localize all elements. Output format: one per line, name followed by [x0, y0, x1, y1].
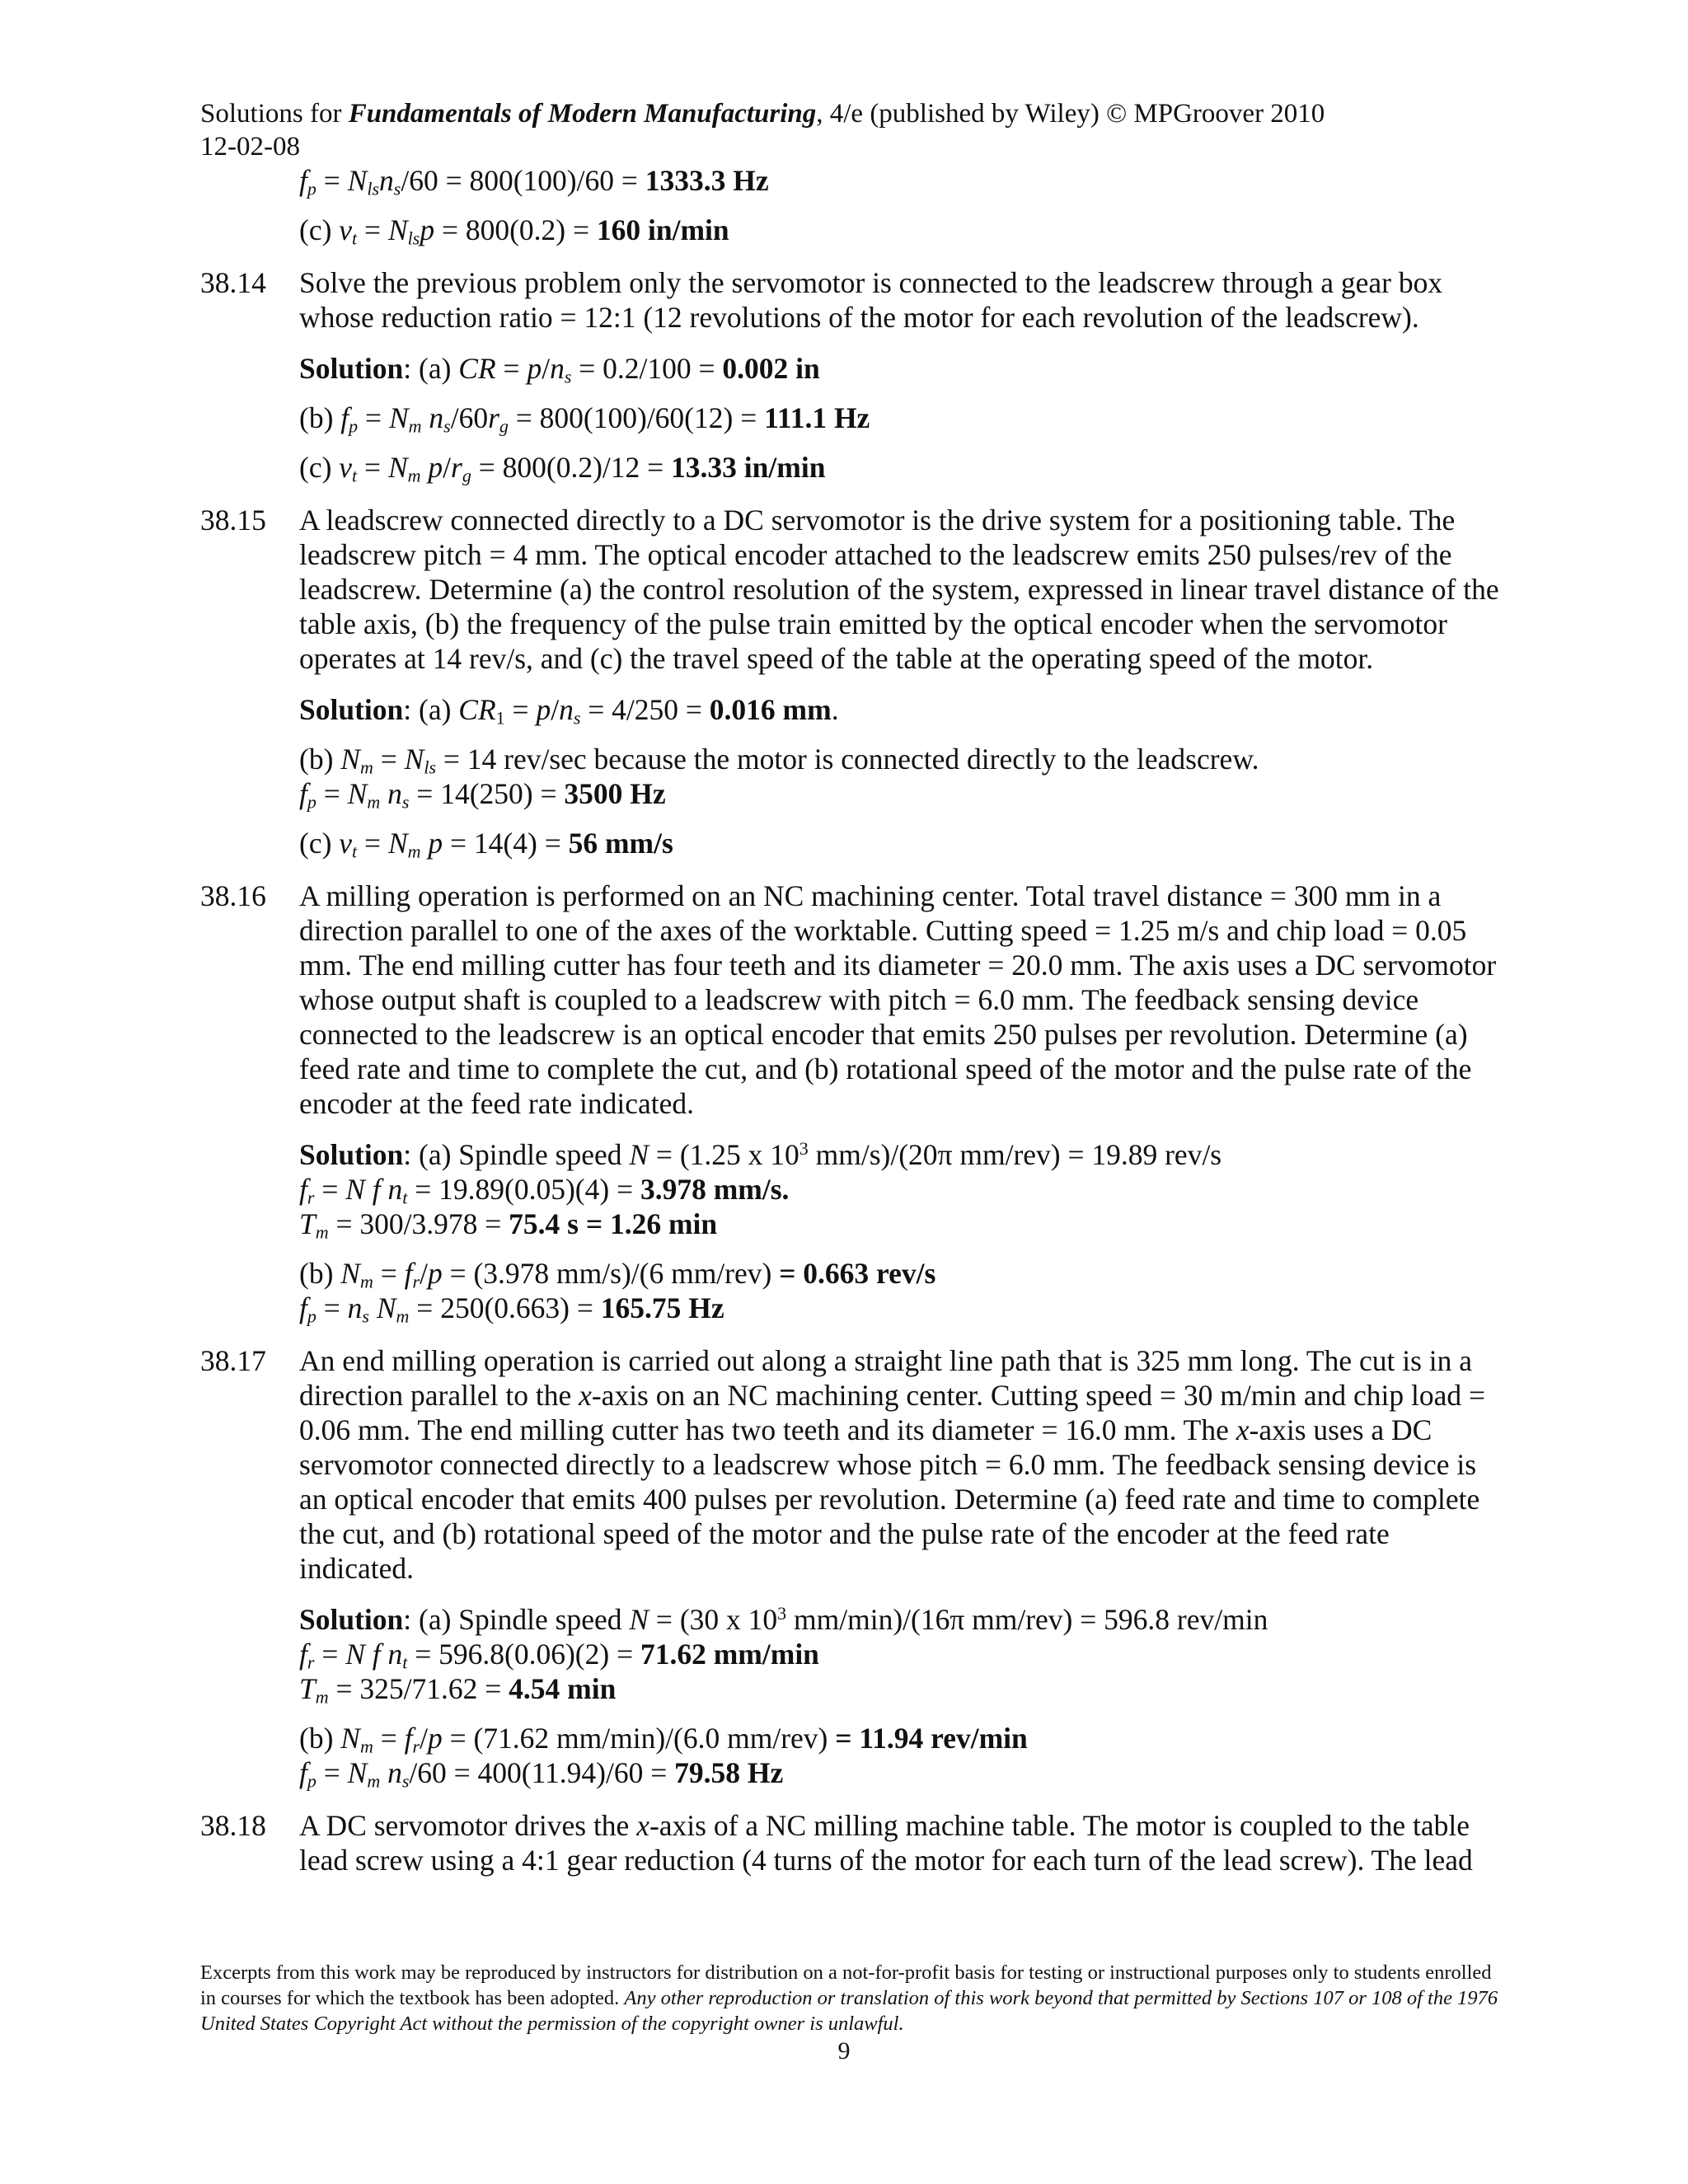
solution-line-tm: $T_m = 325/71.62 = 4.54$ min — [299, 1672, 617, 1708]
page-content — [200, 163, 1503, 1877]
solution-line-b: (b) $f_p = N_m$ $n_s/60r_g = 800(100)/60(12) = 111.1$ Hz — [299, 401, 870, 437]
solution-line-b: (b) $N_m = N_{ls} = 14$ rev/sec because the motor is connected directly to the leadscrew. — [299, 743, 1259, 778]
problem-text: A milling operation is performed on an NC machining center. Total travel distance = 300 mm in a direction parallel to one of the axes of the worktable. Cutting speed = 1.25 m/s and chip load = 0.05 mm. The end milling cutter has four teeth and its diameter = 20.0 mm. The axis uses a DC servomotor whose output shaft is coupled to a leadscrew with pitch = 6.0 mm. The feedback sensing device connected to the leadscrew is an optical encoder that emits 250 pulses per revolution. Determine (a) feed rate and time to complete the cut, and (b) rotational speed of the motor and the pulse rate of the encoder at the feed rate indicated. — [299, 879, 1497, 1120]
solution-line-a: Solution: (a) CR = $p/n_s = 0.2/100 = 0.002$ in — [299, 352, 820, 387]
header-suffix: , 4/e (published by Wiley) © MPGroover 2010 — [816, 99, 1325, 129]
carry-vt-result: 160 in/min — [596, 213, 729, 246]
problem-38-16 — [200, 879, 1503, 1121]
problem-text: A leadscrew connected directly to a DC servomotor is the drive system for a positioning table. The leadscrew pitch = 4 mm. The optical encoder attached to the leadscrew emits 250 pulses/rev of the leadscrew. Determine (a) the control resolution of the system, expressed in linear travel distance of the table axis, (b) the frequency of the pulse train emitted by the optical encoder when the servomotor operates at 14 rev/s, and (c) the travel speed of the table at the operating speed of the motor. — [299, 504, 1499, 675]
result-fp: 165.75 Hz — [600, 1291, 724, 1324]
solution-line-tm: $T_m = 300/3.978 = 75.4$ s = 1.26 min — [299, 1207, 718, 1243]
solution-label: Solution — [299, 1138, 404, 1171]
problem-number: 38.14 — [200, 266, 266, 299]
result-fr: 71.62 mm/min — [640, 1638, 819, 1671]
solution-line-nm: (b) $N_m = f_r/p = (71.62$ mm/min)/(6.0 mm/rev) = 11.94 rev/min — [299, 1722, 1028, 1757]
page-number: 9 — [837, 2037, 851, 2064]
carry-fp-result: 1333.3 Hz — [645, 164, 769, 197]
result-b: 3500 Hz — [564, 777, 666, 810]
problem-number: 38.15 — [200, 504, 266, 537]
result-fp: 79.58 Hz — [674, 1756, 784, 1789]
solution-label: Solution — [299, 1603, 404, 1636]
result-fr: 3.978 mm/s. — [640, 1173, 790, 1206]
result-nm: = 0.663 rev/s — [779, 1257, 936, 1290]
result-c: 13.33 in/min — [671, 451, 826, 484]
footer-italic: Any other reproduction or translation of this work beyond that permitted by Sections 107 or 108 of the 1976 United States Copyright Act without the permission of the copyright owner is unlawful. — [200, 1987, 1498, 2035]
solution-line-fp: $f_p = N_m$ $n_s/60 = 400(11.94)/60 = 79.58$ Hz — [299, 1756, 784, 1792]
problem-number: 38.16 — [200, 879, 266, 912]
result-nm: = 11.94 rev/min — [835, 1722, 1028, 1755]
copyright-footer — [200, 1960, 1503, 2036]
solution-line-fr: $f_r = N$ f $n_t = 19.89(0.05)(4) = 3.978$ mm/s. — [299, 1173, 790, 1208]
solution-38-17 — [200, 1602, 1503, 1790]
solution-line-fp: $f_p = N_m$ $n_s = 14(250) = 3500$ Hz — [299, 777, 666, 813]
solution-line-c: (c) $v_t = N_m$ $p/r_g = 800(0.2)/12 = 13.33$ in/min — [299, 451, 826, 486]
book-title: Fundamentals of Modern Manufacturing — [348, 99, 817, 129]
solution-label: Solution — [299, 352, 404, 385]
solution-line-fr: $f_r = N$ f $n_t = 596.8(0.06)(2) = 71.62$ mm/min — [299, 1638, 819, 1673]
problem-text: A DC servomotor drives the x-axis of a NC milling machine table. The motor is coupled to the table lead screw using a 4:1 gear reduction (4 turns of the motor for each turn of the lead screw). The lead — [299, 1809, 1473, 1877]
problem-text: Solve the previous problem only the servomotor is connected to the leadscrew through a gear box whose reduction ratio = 12:1 (12 revolutions of the motor for each revolution of the leadscrew). — [299, 266, 1443, 334]
result-tm: 75.4 s = 1.26 min — [509, 1207, 718, 1240]
carry-fp-line: $f_p = N_{ls}n_s/60 = 800(100)/60 = 1333.3$ Hz — [299, 164, 769, 199]
solution-line-n: Solution: (a) Spindle speed N = (1.25 x $10^3$ mm/s)/(20π mm/rev) = 19.89 rev/s — [299, 1137, 1222, 1171]
result-tm: 4.54 min — [509, 1672, 617, 1705]
solution-38-16 — [200, 1137, 1503, 1325]
solution-line-n: Solution: (a) Spindle speed N = (30 x $10^3$ mm/min)/(16π mm/rev) = 596.8 rev/min — [299, 1602, 1268, 1636]
solution-line-a: Solution: (a) $CR_1 = p/n_s = 4/250 = 0.016$ mm. — [299, 693, 839, 729]
footer-plain: Excerpts from this work may be reproduced by instructors for distribution on a not-for-profit basis for testing or instructional purposes only to students enrolled in courses for which the textbook has been adopted. — [200, 1961, 1492, 2009]
result-c: 56 mm/s — [568, 827, 673, 860]
solution-38-14 — [200, 351, 1503, 485]
page-header — [200, 97, 1325, 163]
solution-line-fp: $f_p = n_s$ $N_m = 250(0.663) = 165.75$ Hz — [299, 1291, 724, 1327]
solution-line-c: (c) $v_t = N_m$ p = 14(4) = 56 mm/s — [299, 827, 673, 862]
b-note: = 14 rev/sec because the motor is connected directly to the leadscrew. — [443, 743, 1259, 776]
header-date: 12-02-08 — [200, 132, 300, 162]
problem-38-15 — [200, 503, 1503, 676]
result-a: 0.002 in — [722, 352, 820, 385]
problem-38-17 — [200, 1343, 1503, 1586]
problem-38-14 — [200, 265, 1503, 335]
header-line — [200, 97, 1325, 130]
carry-vt-line: (c) $v_t = N_{ls}p = 800(0.2) = 160$ in/min — [299, 213, 729, 249]
problem-38-18 — [200, 1808, 1503, 1877]
problem-text: An end milling operation is carried out along a straight line path that is 325 mm long. The cut is in a direction parallel to the x-axis on an NC machining center. Cutting speed = 30 m/min and chip load = 0.06 mm. The end milling cutter has two teeth and its diameter = 16.0 mm. The x-axis uses a DC servomotor connected directly to a leadscrew whose pitch = 6.0 mm. The feedback sensing device is an optical encoder that emits 400 pulses per revolution. Determine (a) feed rate and time to complete the cut, and (b) rotational speed of the motor and the pulse rate of the encoder at the feed rate indicated. — [299, 1344, 1485, 1585]
problem-number: 38.18 — [200, 1809, 266, 1842]
result-a: 0.016 mm — [709, 693, 832, 726]
solution-line-nm: (b) $N_m = f_r/p = (3.978$ mm/s)/(6 mm/rev) = 0.663 rev/s — [299, 1257, 936, 1292]
solution-38-15 — [200, 692, 1503, 860]
problem-number: 38.17 — [200, 1344, 266, 1377]
header-prefix: Solutions for — [200, 99, 342, 129]
solution-label: Solution — [299, 693, 404, 726]
result-b: 111.1 Hz — [764, 401, 870, 434]
